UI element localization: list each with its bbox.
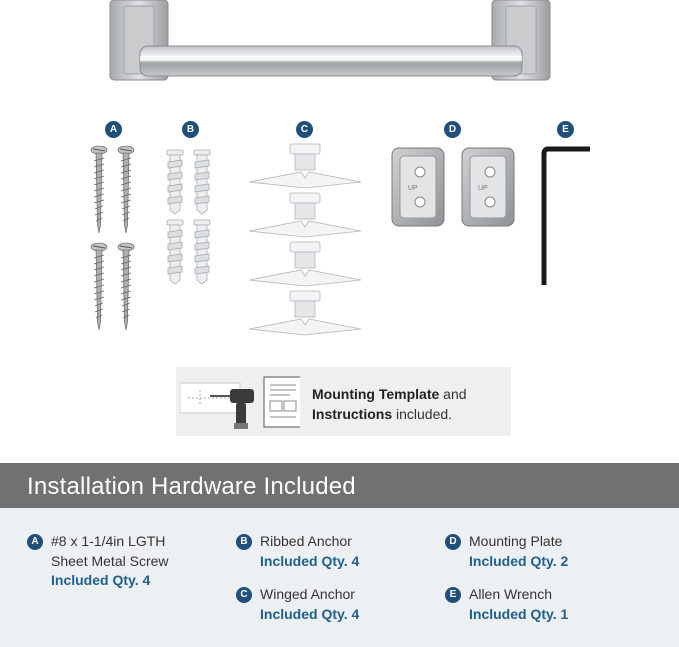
item-c-line1: Winged Anchor	[260, 586, 355, 602]
hardware-list	[0, 508, 679, 647]
ribbed-anchors-image	[162, 148, 222, 288]
item-b-qty: Included Qty. 4	[260, 552, 360, 569]
badge-a: A	[105, 121, 122, 138]
allen-wrench-image	[538, 145, 598, 290]
svg-text:UP: UP	[408, 185, 418, 192]
item-d-badge: D	[445, 534, 461, 550]
list-item-a	[51, 532, 169, 591]
mounting-plates-image	[390, 146, 515, 228]
badge-d: D	[444, 121, 461, 138]
list-item-b	[260, 532, 359, 571]
item-d-qty: Included Qty. 2	[469, 552, 569, 569]
item-c-qty: Included Qty. 4	[260, 605, 360, 622]
winged-anchors-image	[245, 142, 365, 337]
item-b-line1: Ribbed Anchor	[260, 533, 352, 549]
item-a-badge: A	[27, 534, 43, 550]
item-a-qty: Included Qty. 4	[51, 572, 151, 588]
section-header	[0, 463, 679, 508]
badge-e: E	[557, 121, 574, 138]
list-item-e	[469, 585, 568, 624]
item-a-line2: Sheet Metal Screw	[51, 552, 169, 569]
section-title: Installation Hardware Included	[27, 473, 356, 500]
template-caption	[312, 384, 467, 424]
item-e-line1: Allen Wrench	[469, 586, 553, 602]
list-item-d	[469, 532, 568, 571]
towel-bar-image	[100, 0, 580, 90]
badge-b: B	[182, 121, 199, 138]
template-instructions-box	[176, 367, 511, 436]
screws-image	[85, 143, 145, 333]
instructions-included: included.	[392, 406, 453, 422]
instructions-label: Instructions	[312, 406, 393, 422]
item-d-line1: Mounting Plate	[469, 533, 563, 549]
item-a-line1: #8 x 1-1/4in LGTH	[51, 533, 166, 549]
item-e-qty: Included Qty. 1	[469, 605, 569, 622]
drill-template-icon	[180, 375, 300, 431]
item-e-badge: E	[445, 587, 461, 603]
item-b-badge: B	[236, 534, 252, 550]
item-c-badge: C	[236, 587, 252, 603]
list-item-c	[260, 585, 359, 624]
badge-c: C	[296, 121, 313, 138]
template-label: Mounting Template	[312, 386, 440, 402]
template-and: and	[439, 386, 467, 402]
